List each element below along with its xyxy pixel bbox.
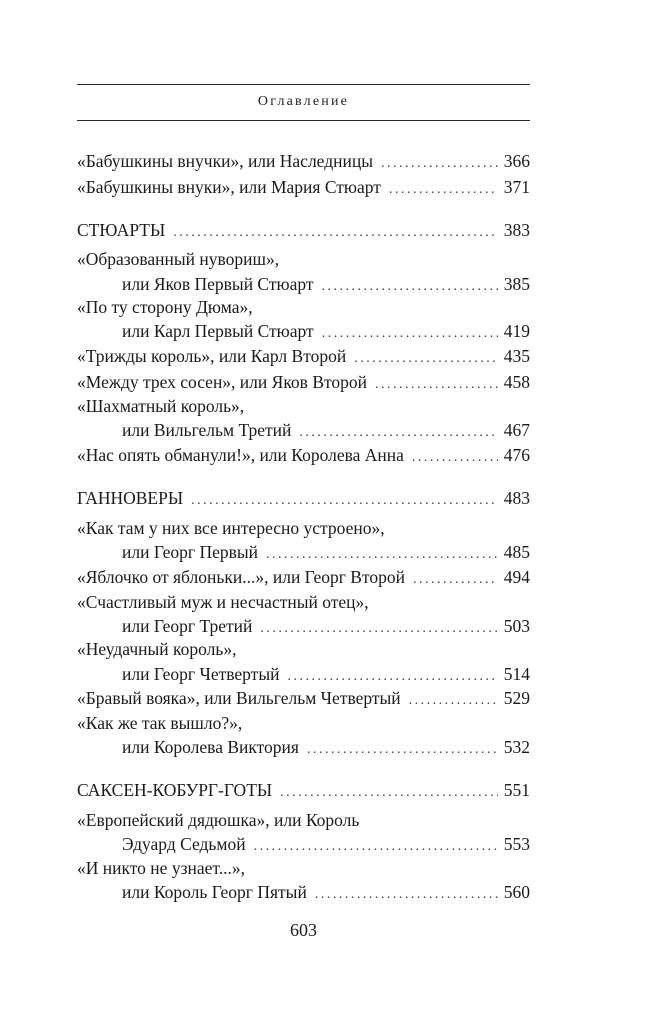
toc-entry-title-line1: «Образованный нувориш», (77, 249, 280, 269)
page-number: 603 (290, 920, 317, 940)
toc-entry-title-line1: «Шахматный король», (77, 396, 245, 416)
dot-leader (409, 689, 498, 713)
dot-leader (315, 883, 498, 907)
toc-entry-page: 435 (503, 346, 530, 366)
dot-leader (280, 781, 498, 805)
toc-entry[interactable] (122, 662, 530, 686)
toc-entry[interactable] (77, 344, 530, 368)
toc-entry-page: 476 (503, 445, 530, 465)
toc-entry-title: «Яблочко от яблоньки...», или Георг Второй (77, 567, 405, 587)
toc-entry[interactable] (122, 832, 530, 856)
toc-entry-title: или Карл Первый Стюарт (122, 321, 314, 341)
toc-entry[interactable] (122, 418, 530, 442)
toc-entry-title: или Георг Четвертый (122, 664, 280, 684)
toc-entry-title: или Король Георг Пятый (122, 882, 307, 902)
toc-entry[interactable] (122, 614, 530, 638)
toc-entry-page: 371 (503, 177, 530, 197)
toc-section-page: 383 (503, 220, 530, 240)
dot-leader (389, 178, 498, 202)
dot-leader (307, 738, 498, 762)
toc-entry[interactable] (77, 175, 530, 199)
toc-section[interactable] (77, 218, 530, 242)
toc-entry[interactable] (77, 565, 530, 589)
toc-entry-page: 553 (503, 834, 530, 854)
toc-entry-title: или Королева Виктория (122, 737, 299, 757)
dot-leader (191, 489, 498, 513)
toc-entry-title: или Георг Третий (122, 616, 253, 636)
dot-leader (381, 152, 498, 176)
toc-entry-page: 366 (503, 151, 530, 171)
toc-section-title: ГАННОВЕРЫ (77, 488, 184, 508)
toc-entry[interactable] (122, 880, 530, 904)
toc-section-title: СТЮАРТЫ (77, 220, 166, 240)
dot-leader (266, 543, 498, 567)
toc-entry-title: «Бабушкины внуки», или Мария Стюарт (77, 177, 381, 197)
dot-leader (322, 322, 498, 346)
toc-entry-title-line1: «По ту сторону Дюма», (77, 297, 253, 317)
header-rule-top (77, 84, 530, 85)
toc-entry-page: 419 (503, 321, 530, 341)
toc-entry-title: «Трижды король», или Карл Второй (77, 346, 347, 366)
toc-entry-page: 503 (503, 616, 530, 636)
toc-entry[interactable] (77, 149, 530, 173)
toc-entry[interactable] (77, 370, 530, 394)
toc-entry-title-line1: «Как там у них все интересно устроено», (77, 518, 385, 538)
toc-entry-title: или Яков Первый Стюарт (122, 274, 314, 294)
toc-entry-title-line1: «Европейский дядюшка», или Король (77, 810, 360, 830)
toc-section-page: 483 (503, 488, 530, 508)
toc-entry[interactable] (122, 319, 530, 343)
toc-entry[interactable] (122, 735, 530, 759)
toc-section-page: 551 (503, 780, 530, 800)
toc-entry-title: или Вильгельм Третий (122, 420, 292, 440)
toc-entry-page: 494 (503, 567, 530, 587)
toc-entry-title: «Между трех сосен», или Яков Второй (77, 372, 368, 392)
dot-leader (299, 421, 497, 445)
dot-leader (412, 446, 498, 470)
toc-entry-page: 458 (503, 372, 530, 392)
toc-entry-page: 514 (503, 664, 530, 684)
toc-section[interactable] (77, 486, 530, 510)
toc-entry-title: или Георг Первый (122, 542, 258, 562)
toc-entry-page: 467 (503, 420, 530, 440)
header-rule-bottom (77, 120, 530, 121)
page-title: Оглавление (257, 94, 350, 109)
toc-entry-page: 529 (503, 688, 530, 708)
toc-entry-title: Эдуард Седьмой (122, 834, 246, 854)
toc-entry-page: 485 (503, 542, 530, 562)
dot-leader (413, 568, 498, 592)
toc-section[interactable] (77, 778, 530, 802)
toc-entry[interactable] (77, 686, 530, 710)
toc-entry-page: 532 (503, 737, 530, 757)
toc-entry-title: «Бабушкины внучки», или Наследницы (77, 151, 373, 171)
toc-entry[interactable] (77, 443, 530, 467)
toc-entry-title-line1: «Счастливый муж и несчастный отец», (77, 592, 369, 612)
dot-leader (354, 347, 498, 371)
toc-entry[interactable] (122, 272, 530, 296)
toc-entry-page: 385 (503, 274, 530, 294)
toc-entry[interactable] (122, 540, 530, 564)
dot-leader (173, 221, 498, 245)
toc-entry-title-line1: «Как же так вышло?», (77, 713, 243, 733)
toc-section-title: САКСЕН-КОБУРГ-ГОТЫ (77, 780, 273, 800)
toc-entry-title-line1: «И никто не узнает...», (77, 858, 245, 878)
toc-entry-page: 560 (503, 882, 530, 902)
toc-entry-title: «Нас опять обманули!», или Королева Анна (77, 445, 404, 465)
toc-entry-title: «Бравый вояка», или Вильгельм Четвертый (77, 688, 401, 708)
toc-entry-title-line1: «Неудачный король», (77, 639, 237, 659)
